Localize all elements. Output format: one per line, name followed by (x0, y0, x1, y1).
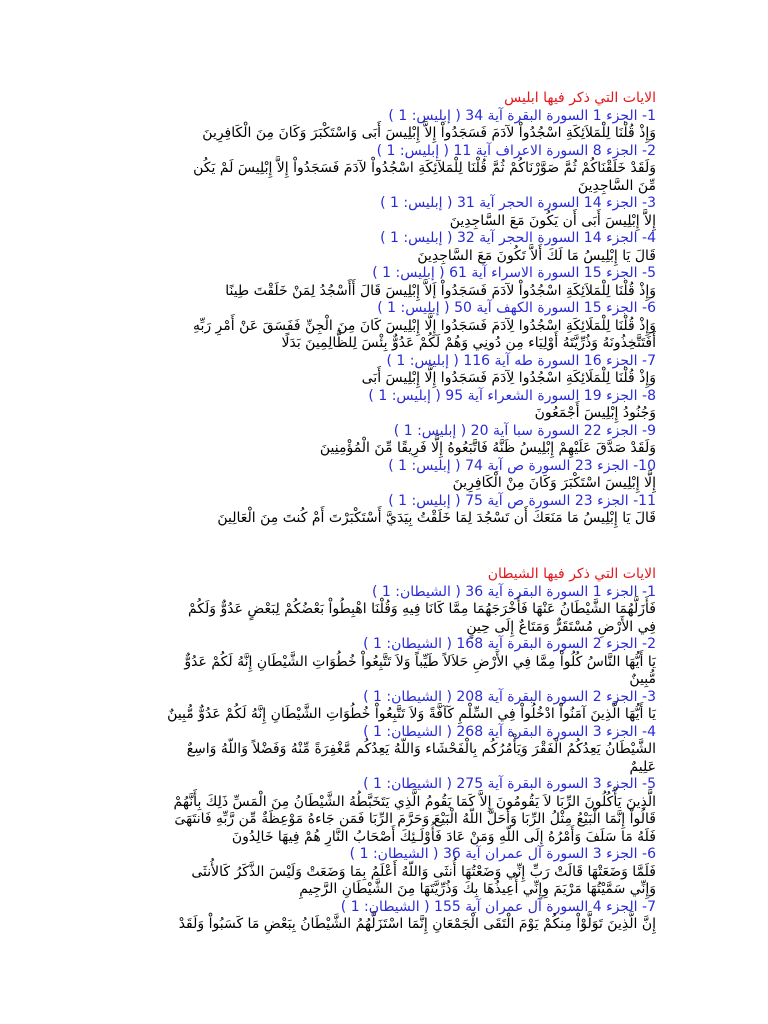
verse-text-line: يَا أَيُّهَا النَّاسُ كُلُواْ مِمَّا فِي الأَرْضِ حَلاَلاً طَيِّباً وَلاَ تَتَّبِعُواْ خُطُوَاتِ الشَّيْطَانِ إِنَّهُ لَكُمْ عَدُوٌّ (184, 653, 656, 670)
verse-entry (108, 353, 656, 388)
verse-entry (108, 724, 656, 777)
verse-entry (108, 689, 656, 724)
verse-text-line: إِلَّا إِبْلِيسَ اسْتَكْبَرَ وَكَانَ مِنْ الْكَافِرِينَ (452, 475, 656, 491)
verse-reference: 5- الجزء 15 السورة الاسراء آية 61 ( إبليس: 1 ) (372, 265, 656, 281)
verse-text-line: إِنَّ الَّذِينَ تَوَلَّوْاْ مِنكُمْ يَوْمَ الْتَقَى الْجَمْعَانِ إِنَّمَا اسْتَزَلَّهُمُ الشَّيْطَانُ بِبَعْضِ مَا كَسَبُواْ وَلَقَدْ (178, 916, 656, 932)
verse-entry (108, 143, 656, 196)
verse-reference: 10- الجزء 23 السورة ص آية 74 ( إبليس: 1 ) (388, 457, 656, 474)
verse-entry (108, 230, 656, 265)
verse-reference: 1- الجزء 1 السورة البقرة آية 36 ( الشيطان: 1 ) (372, 583, 656, 600)
verse-entry (108, 195, 656, 230)
section-heading: الايات التي ذكر فيها ابليس (504, 90, 656, 106)
verse-entry (108, 584, 656, 637)
verse-entry (108, 493, 656, 528)
verse-entry (108, 636, 656, 689)
verse-reference: 4- الجزء 14 السورة الحجر آية 32 ( إبليس: 1 ) (380, 230, 656, 246)
verse-entry (108, 108, 656, 143)
verse-entry (108, 899, 656, 934)
verse-reference: 1- الجزء 1 السورة البقرة آية 34 ( إبليس: 1 ) (388, 107, 656, 124)
verse-reference: 4- الجزء 3 السورة البقرة آية 268 ( الشيطان: 1 ) (363, 723, 656, 740)
verse-text-line: فِي الأَرْضِ مُسْتَقَرٌّ وَمَتَاعٌ إِلَى حِينٍ (466, 618, 656, 635)
verses-section (108, 566, 656, 934)
verse-text-line: عَلِيمٌ (629, 758, 656, 775)
verse-text-line: وَجُنُودُ إِبْلِيسَ أَجْمَعُونَ (534, 405, 656, 421)
verse-reference: 9- الجزء 22 السورة سبا آية 20 ( إبليس: 1 ) (393, 422, 656, 439)
verse-text-line: إِلاَّ إِبْلِيسَ أَبَى أَن يَكُونَ مَعَ السَّاجِدِينَ (449, 212, 656, 229)
verse-reference: 7- الجزء 16 السورة طه آية 116 ( إبليس: 1 ) (386, 352, 656, 369)
verse-text-line: يَا أَيُّهَا الَّذِينَ آمَنُواْ ادْخُلُواْ فِي السِّلْمِ كَآفَّةً وَلاَ تَتَّبِعُواْ خُطُوَاتِ الشَّيْطَانِ إِنَّهُ لَكُمْ عَدُوٌّ مُّبِينٌ (167, 706, 656, 722)
verse-reference: 11- الجزء 23 السورة ص آية 75 ( إبليس: 1 ) (388, 492, 656, 509)
verse-entry (108, 423, 656, 458)
verse-text-line: وَلَقَدْ صَدَّقَ عَلَيْهِمْ إِبْلِيسُ ظَنَّهُ فَاتَّبَعُوهُ إِلَّا فَرِيقًا مِّنَ الْمُؤْمِنِينَ (319, 440, 656, 456)
verse-text-line: وَإِذْ قُلْنَا لِلْمَلَائِكَةِ اسْجُدُوا لِآدَمَ فَسَجَدُوا إِلَّا إِبْلِيسَ أَبَى (361, 370, 656, 386)
section-heading: الايات التي ذكر فيها الشيطان (487, 566, 656, 582)
verse-entry (108, 458, 656, 493)
verse-text-line: وَلَقَدْ خَلَقْنَاكُمْ ثُمَّ صَوَّرْنَاكُمْ ثُمَّ قُلْنَا لِلْمَلآئِكَةِ اسْجُدُواْ لآدَمَ فَسَجَدُواْ إِلاَّ إِبْلِيسَ لَمْ يَكُن (193, 160, 656, 176)
verse-reference: 5- الجزء 3 السورة البقرة آية 275 ( الشيطان: 1 ) (363, 776, 656, 792)
verse-text-line: فَلَمَّا وَضَعَتْهَا قَالَتْ رَبِّ إِنِّي وَضَعْتُهَا أُنثَى وَاللّهُ أَعْلَمُ بِمَا وَضَعَتْ وَلَيْسَ الذَّكَرُ كَالأُنثَى (191, 863, 656, 880)
verse-text-line: فَلَهُ مَا سَلَفَ وَأَمْرُهُ إِلَى اللّهِ وَمَنْ عَادَ فَأُوْلَـئِكَ أَصْحَابُ النَّارِ هُمْ فِيهَا خَالِدُونَ (231, 828, 656, 845)
verse-reference: 7- الجزء 4 السورة آل عمران آية 155 ( الشيطان: 1 ) (340, 898, 656, 915)
verse-text-line: قَالَ يَا إِبْلِيسُ مَا مَنَعَكَ أَن تَسْجُدَ لِمَا خَلَقْتُ بِيَدَيَّ أَسْتَكْبَرْتَ أَمْ كُنتَ مِنَ الْعَالِينَ (217, 510, 656, 526)
verse-reference: 3- الجزء 14 السورة الحجر آية 31 ( إبليس: 1 ) (380, 195, 656, 211)
verse-text-line: وَإِنِّي سَمَّيْتُهَا مَرْيَمَ وِإِنِّي أُعِيذُهَا بِكَ وَذُرِّيَّتَهَا مِنَ الشَّيْطَانِ الرَّجِيمِ (299, 881, 656, 897)
verse-text-line: وَإِذْ قُلْنَا لِلْمَلاَئِكَةِ اسْجُدُواْ لآدَمَ فَسَجَدُواْ إَلاَّ إِبْلِيسَ قَالَ أَأَسْجُدُ لِمَنْ خَلَقْتَ طِينًا (225, 282, 656, 299)
verse-reference: 8- الجزء 19 السورة الشعراء آية 95 ( إبليس: 1 ) (368, 387, 656, 404)
verse-entry (108, 776, 656, 846)
verse-entry (108, 265, 656, 300)
verse-reference: 3- الجزء 2 السورة البقرة آية 208 ( الشيطان: 1 ) (363, 688, 656, 705)
verse-reference: 2- الجزء 2 السورة البقرة آية 168 ( الشيطان: 1 ) (363, 636, 656, 652)
verse-entry (108, 388, 656, 423)
verse-entry (108, 846, 656, 899)
verse-reference: 6- الجزء 15 السورة الكهف آية 50 ( إبليس: 1 ) (377, 300, 656, 316)
verse-text-line: فَأَزَلَّهُمَا الشَّيْطَانُ عَنْهَا فَأَخْرَجَهُمَا مِمَّا كَانَا فِيهِ وَقُلْنَا اهْبِطُواْ بَعْضُكُمْ لِبَعْضٍ عَدُوٌّ وَلَكُمْ (187, 601, 656, 617)
verse-text-line: وَإِذْ قُلْنَا لِلْمَلَائِكَةِ اسْجُدُوا لِآدَمَ فَسَجَدُوا إِلَّا إِبْلِيسَ كَانَ مِنَ الْجِنِّ فَفَسَقَ عَنْ أَمْرِ رَبِّهِ (192, 317, 656, 334)
verse-text-line: قَالُواْ إِنَّمَا الْبَيْعُ مِثْلُ الرِّبَا وَأَحَلَّ اللّهُ الْبَيْعَ وَحَرَّمَ الرِّبَا فَمَن جَاءهُ مَوْعِظَةٌ مِّن رَّبِّهِ فَانتَهَىَ (174, 811, 656, 827)
verse-text-line: مُّبِينٌ (629, 671, 656, 687)
verse-text-line: مِّنَ السَّاجِدِينَ (577, 177, 656, 194)
verses-section (108, 90, 656, 528)
verse-reference: 2- الجزء 8 السورة الاعراف آية 11 ( إبليس: 1 ) (376, 142, 656, 159)
verse-text-line: قَالَ يَا إِبْلِيسُ مَا لَكَ أَلاَّ تَكُونَ مَعَ السَّاجِدِينَ (417, 247, 656, 264)
verse-reference: 6- الجزء 3 السورة آل عمران آية 36 ( الشيطان: 1 ) (349, 846, 656, 862)
verse-text-line: وَإِذْ قُلْنَا لِلْمَلاَئِكَةِ اسْجُدُواْ لآدَمَ فَسَجَدُواْ إِلاَّ إِبْلِيسَ أَبَى وَاسْتَكْبَرَ وَكَانَ مِنَ الْكَافِرِينَ (202, 125, 656, 141)
verse-text-line: أَفَتَتَّخِذُونَهُ وَذُرِّيَّتَهُ أَوْلِيَاء مِن دُونِي وَهُمْ لَكُمْ عَدُوٌّ بِئْسَ لِلظَّالِمِينَ بَدَلًا (281, 335, 656, 351)
verse-text-line: الَّذِينَ يَأْكُلُونَ الرِّبَا لاَ يَقُومُونَ إِلاَّ كَمَا يَقُومُ الَّذِي يَتَخَبَّطُهُ الشَّيْطَانُ مِنَ الْمَسِّ ذَلِكَ بِأَنَّهُمْ (173, 793, 656, 810)
verse-text-line: الشَّيْطَانُ يَعِدُكُمُ الْفَقْرَ وَيَأْمُرُكُم بِالْفَحْشَاء وَاللّهُ يَعِدُكُم مَّغْفِرَةً مِّنْهُ وَفَضْلاً وَاللّهُ وَاسِعٌ (186, 741, 656, 757)
verse-entry (108, 300, 656, 353)
